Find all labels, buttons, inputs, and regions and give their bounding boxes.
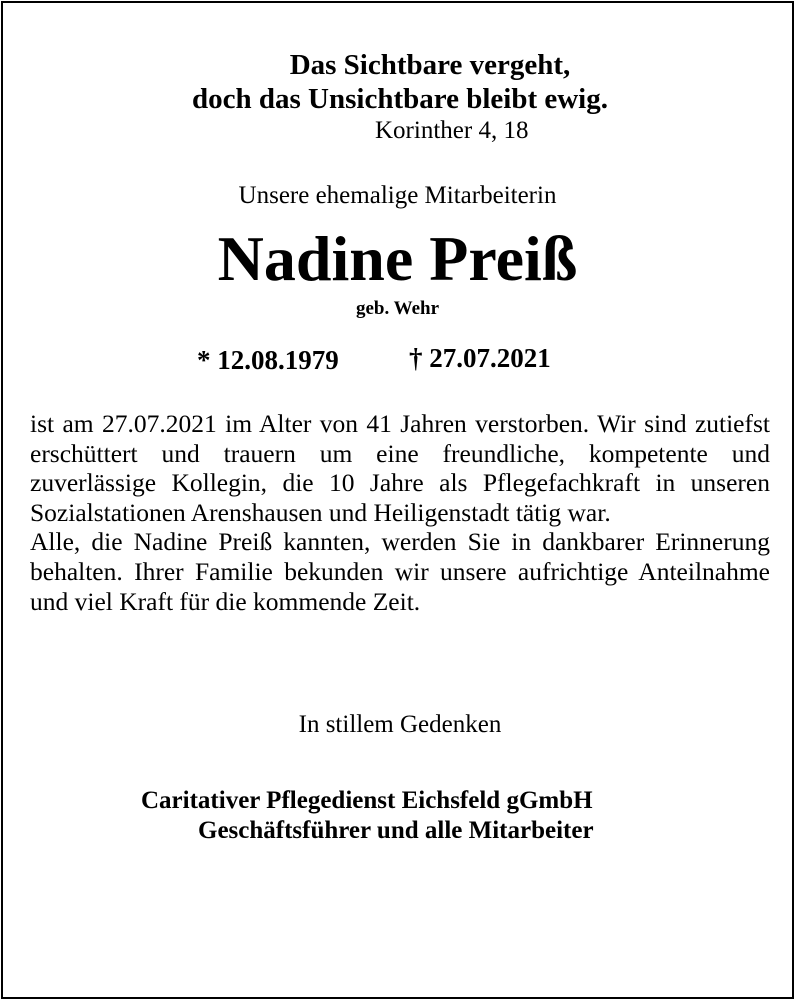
- body-paragraph-2: Alle, die Nadine Preiß kannten, werden Sie in dankbarer Erinnerung behalten. Ihrer Familie bekunden wir unsere aufrichtige Anteilnahme und viel Kraft für die kommende Zeit.: [30, 527, 770, 616]
- staff-signature: Geschäftsführer und alle Mitarbeiter: [198, 817, 594, 844]
- intro-text: Unsere ehemalige Mitarbeiterin: [238, 182, 557, 209]
- closing-text: In stillem Gedenken: [298, 711, 502, 738]
- deceased-name: Nadine Preiß: [217, 223, 578, 294]
- birth-name: geb. Wehr: [355, 298, 440, 319]
- quote-line-1: Das Sichtbare vergeht,: [289, 49, 571, 81]
- body-paragraph-1: ist am 27.07.2021 im Alter von 41 Jahren verstorben. Wir sind zutiefst erschüttert und trauern um eine freundliche, kompetente und zuverlässige Kollegin, die 10 Jahre als Pflegefachkraft in unseren Sozialstationen Arenshausen und Heiligenstadt tätig war.: [30, 409, 770, 527]
- quote-line-2: doch das Unsichtbare bleibt ewig.: [192, 83, 608, 115]
- birth-date: * 12.08.1979: [197, 345, 339, 375]
- death-date: † 27.07.2021: [409, 343, 551, 373]
- quote-reference: Korinther 4, 18: [375, 117, 529, 144]
- obituary-body: [30, 409, 770, 616]
- organization-name: Caritativer Pflegedienst Eichsfeld gGmbH: [141, 787, 593, 814]
